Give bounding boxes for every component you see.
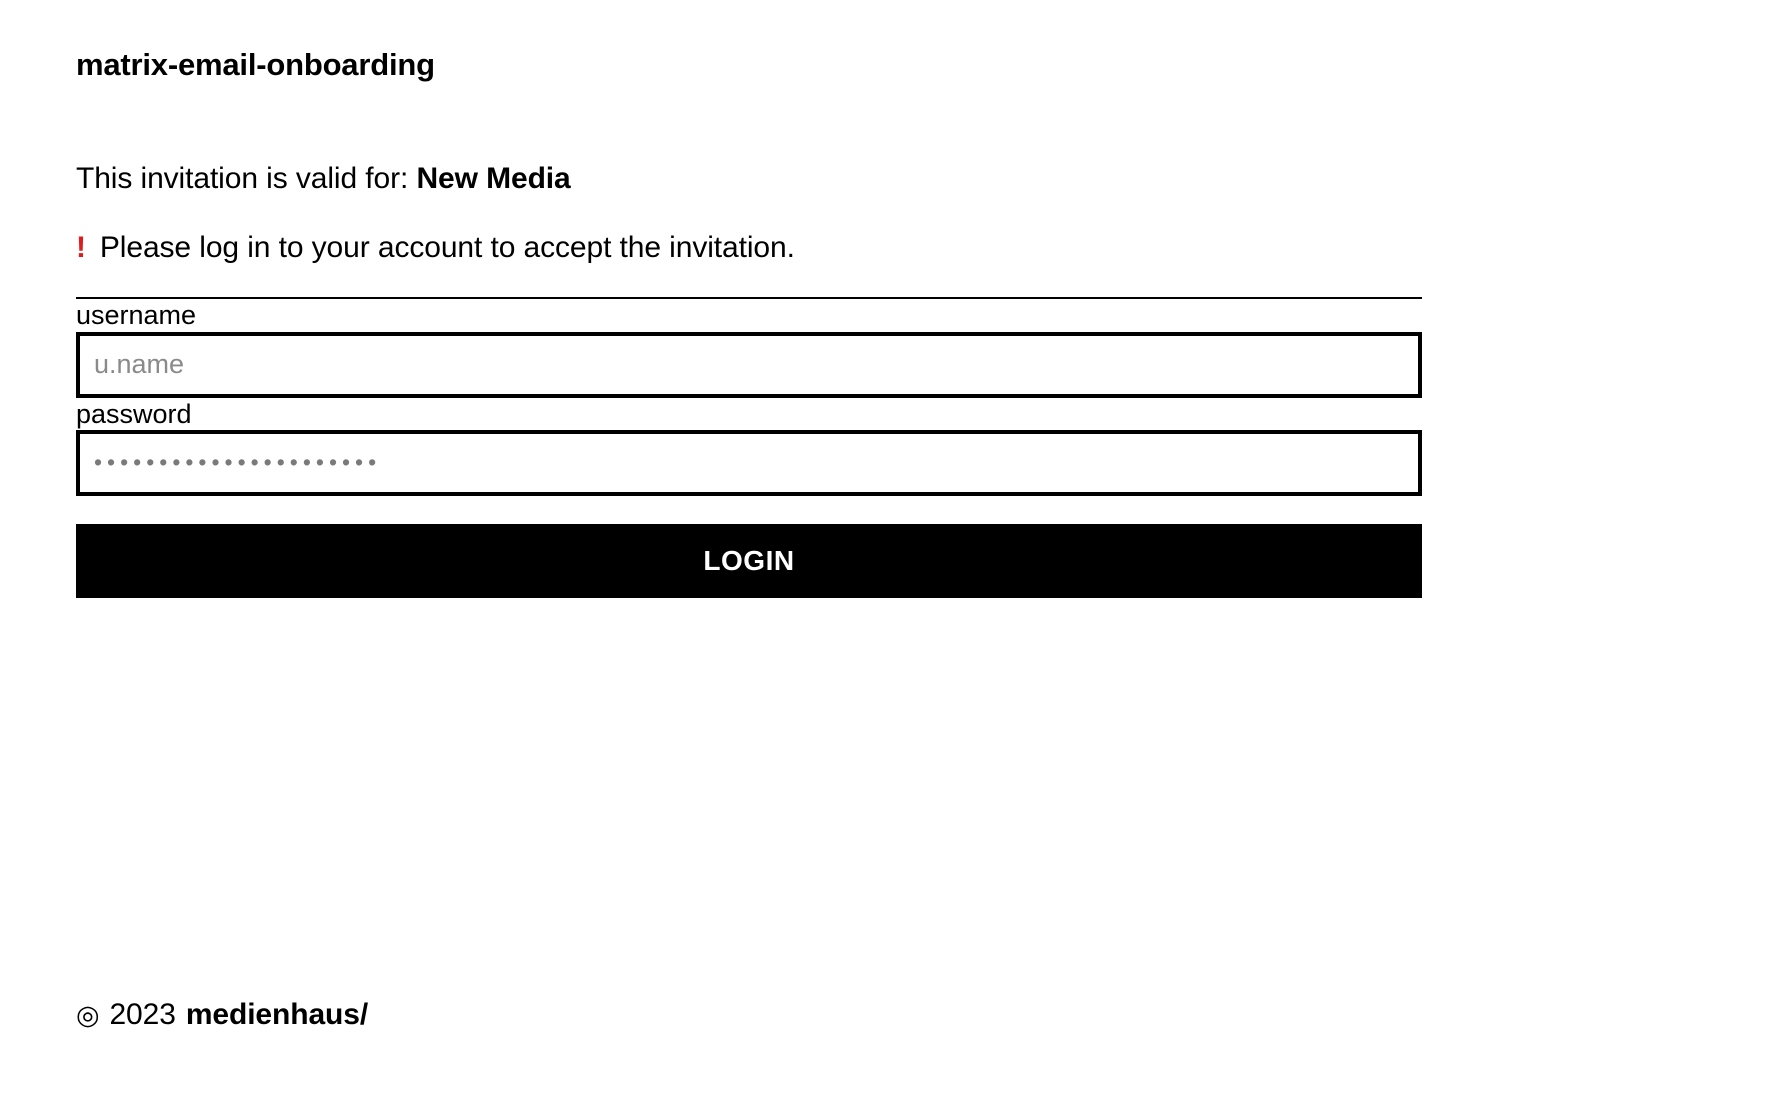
username-input[interactable] bbox=[76, 332, 1422, 398]
login-button[interactable]: LOGIN bbox=[76, 524, 1422, 598]
copyleft-icon: ◎ bbox=[76, 999, 100, 1030]
invitation-context-name: New Media bbox=[416, 162, 571, 196]
username-label: username bbox=[76, 300, 197, 331]
invitation-validity bbox=[76, 161, 1768, 197]
password-input[interactable] bbox=[76, 430, 1422, 496]
footer-brand: medienhaus/ bbox=[185, 998, 369, 1031]
footer bbox=[76, 998, 368, 1032]
login-required-notice-text: Please log in to your account to accept the invitation. bbox=[99, 231, 795, 265]
warning-icon: ! bbox=[76, 231, 86, 265]
divider bbox=[76, 297, 1422, 299]
footer-year: 2023 bbox=[109, 998, 176, 1031]
login-required-notice bbox=[76, 231, 1768, 265]
password-label: password bbox=[76, 398, 192, 429]
page-title: matrix-email-onboarding bbox=[76, 47, 435, 82]
invitation-prefix: This invitation is valid for: bbox=[76, 162, 417, 196]
